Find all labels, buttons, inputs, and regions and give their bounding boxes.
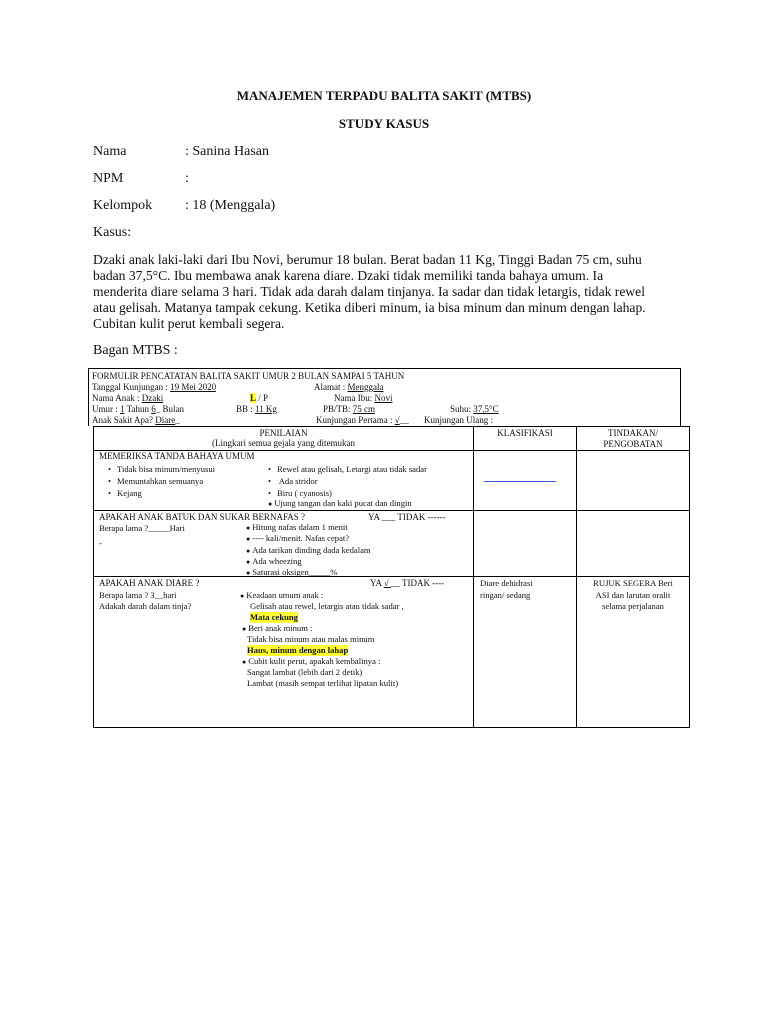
diare-ya: YA (370, 578, 384, 588)
kunjungan-pertama-label: Kunjungan Pertama : (316, 415, 395, 425)
nama-anak-label: Nama Anak : (92, 393, 142, 403)
tanda-bahaya-item: • Kejang (108, 488, 142, 499)
bagan-label: Bagan MTBS : (93, 343, 178, 358)
tindakan-diare-2: ASI dan larutan oralit (595, 590, 671, 600)
kasus-line: Cubitan kulit perut kembali segera. (93, 316, 285, 331)
umur-bulan: 6 (151, 404, 156, 414)
diare-tidak-bisa-minum: Tidak bisa minum atau malas minum (247, 634, 375, 644)
panjang-badan (323, 404, 375, 415)
diare-mata-cekung: Mata cekung (250, 612, 298, 622)
field-value-npm: : (185, 171, 189, 186)
nama-anak-value: Dzaki (141, 393, 164, 403)
klasifikasi-diare-1: Diare dehidrasi (480, 578, 533, 588)
tanggal-kunjungan (92, 382, 216, 393)
nama-ibu (334, 393, 393, 404)
batuk-item: ● Hitung nafas dalam 1 menit (246, 522, 348, 534)
form-header-title: FORMULIR PENCATATAN BALITA SAKIT UMUR 2 BULAN SAMPAI 5 TAHUN (92, 371, 405, 381)
field-value-nama: : Sanina Hasan (185, 144, 269, 159)
klasifikasi-diare-2: ringan/ sedang (480, 590, 531, 600)
kunjungan-ulang-label: Kunjungan Ulang : (424, 415, 493, 425)
diare-gelisah: Gelisah atau rewel, letargis atau tidak sadar , (250, 601, 404, 611)
tanda-bahaya-item: • Tidak bisa minum/menyusui (108, 464, 215, 475)
batuk-item: ● Saturasi oksigen_____% (246, 567, 337, 579)
diare-tidak: TIDAK ---- (399, 578, 445, 588)
section-tanda-bahaya-title: MEMERIKSA TANDA BAHAYA UMUM (99, 451, 255, 461)
sakit-value: Diare (155, 415, 176, 425)
kasus-line: badan 37,5°C. Ibu membawa anak karena diare. Dzaki tidak memiliki tanda bahaya umum. Ia (93, 268, 604, 283)
diare-lambat: Lambat (masih sempat terlihat lipatan kulit) (247, 678, 399, 688)
diare-keadaan-umum: ● Keadaan umum anak : (240, 590, 323, 602)
kasus-label: Kasus: (93, 225, 132, 240)
section-diare-title: APAKAH ANAK DIARE ? (99, 578, 200, 588)
alamat (314, 382, 384, 393)
pb-label: PB/TB: (323, 404, 353, 414)
section-batuk-title: APAKAH ANAK BATUK DAN SUKAR BERNAFAS ? (99, 512, 306, 522)
col-header-pengobatan: PENGOBATAN (603, 439, 663, 449)
tanda-bahaya-item: • Biru ( cyanosis) (268, 488, 332, 499)
alamat-value: Menggala (347, 382, 384, 392)
klasifikasi-blank-line (484, 481, 556, 482)
col-header-tindakan: TINDAKAN/ (608, 428, 658, 438)
kunjungan-pertama: Kunjungan Pertama : √__ (316, 415, 409, 425)
tanda-bahaya-item: • Memuntahkan semuanya (108, 476, 203, 487)
diare-haus: Haus, minum dengan lahap (247, 645, 349, 655)
umur-tahun-unit: Tahun (124, 404, 152, 414)
sakit-label: Anak Sakit Apa? (92, 415, 156, 425)
suhu-label: Suhu: (450, 404, 474, 414)
document-subtitle: STUDY KASUS (338, 116, 430, 131)
batuk-item: ● Ada wheezing (246, 556, 302, 568)
diare-check: √ (383, 578, 391, 588)
bb-value: 11 Kg (255, 404, 277, 414)
kasus-line: Dzaki anak laki-laki dari Ibu Novi, berumur 18 bulan. Berat badan 11 Kg, Tinggi Badan 75 cm, suhu (93, 252, 642, 267)
diare-cubit-kulit: ● Cubit kulit perut, apakah kembalinya : (242, 656, 380, 668)
jenis-kelamin (250, 393, 268, 404)
pb-value: 75 cm (352, 404, 376, 414)
berat-badan (236, 404, 277, 415)
field-label-nama: Nama (93, 144, 127, 159)
field-label-kelompok: Kelompok (93, 198, 153, 213)
col-header-klasifikasi: KLASIFIKASI (497, 428, 553, 438)
kasus-line: menderita diare selama 3 hari. Tidak ada darah dalam tinjanya. Ia sadar dan tidak letargis, tidak rewel (93, 284, 645, 299)
col-header-penilaian-sub: (Lingkari semua gejala yang ditemukan (212, 438, 355, 448)
field-value-kelompok: : 18 (Menggala) (185, 198, 276, 213)
diare-berapa-lama: Berapa lama ? 3__hari (99, 590, 177, 600)
diare-darah: Adakah darah dalam tinja? (99, 601, 192, 611)
tanda-bahaya-item: ● Ujung tangan dan kaki pucat dan dingin (268, 498, 412, 510)
tindakan-diare-1: RUJUK SEGERA Beri (593, 578, 673, 588)
tanda-bahaya-item: • Rewel atau gelisah, Letargi atau tidak sadar (268, 464, 427, 475)
sex-p: / P (256, 393, 269, 403)
bb-label: BB : (236, 404, 256, 414)
umur (92, 404, 184, 415)
anak-sakit-apa: Anak Sakit Apa? Diare_ (92, 415, 180, 425)
nama-ibu-label: Nama Ibu: (334, 393, 375, 403)
tanggal-value: 19 Mei 2020 (170, 382, 217, 392)
umur-bulan-unit: _ Bulan (155, 404, 184, 414)
field-label-npm: NPM (93, 171, 124, 186)
nama-anak (92, 393, 163, 404)
diare-beri-minum: ● Beri anak minum : (242, 623, 312, 635)
diare-ya-tidak: YA √ __ TIDAK ---- (370, 578, 445, 588)
batuk-item: ● Ada tarikan dinding dada kedalam (246, 545, 371, 557)
diare-sangat-lambat: Sangat lambat (lebih dari 2 detik) (247, 667, 363, 677)
suhu (450, 404, 499, 415)
document-title: MANAJEMEN TERPADU BALITA SAKIT (MTBS) (236, 88, 532, 103)
sex-l: L (250, 393, 257, 403)
batuk-dash: - (99, 538, 102, 548)
tindakan-diare-3: selama perjalanan (602, 601, 664, 611)
batuk-berapa-lama: Berapa lama ?_____Hari (99, 523, 185, 533)
alamat-label: Alamat : (314, 382, 348, 392)
umur-label: Umur : (92, 404, 120, 414)
umur-tahun: 1 (120, 404, 125, 414)
tanda-bahaya-item: • Ada stridor (268, 476, 318, 487)
kasus-paragraph (93, 252, 683, 332)
nama-ibu-value: Novi (374, 393, 393, 403)
batuk-item: ● ---- kali/menit. Nafas cepat? (246, 533, 349, 545)
tanggal-label: Tanggal Kunjungan : (92, 382, 171, 392)
kasus-line: atau gelisah. Matanya tampak cekung. Ketika diberi minum, ia bisa minum dan minum dengan lahap. (93, 300, 646, 315)
suhu-value: 37,5°C (473, 404, 499, 414)
kunjungan-pertama-check: √ (394, 415, 400, 425)
batuk-ya-tidak: YA ___ TIDAK ------ (368, 512, 446, 522)
col-header-penilaian: PENILAIAN (259, 428, 308, 438)
